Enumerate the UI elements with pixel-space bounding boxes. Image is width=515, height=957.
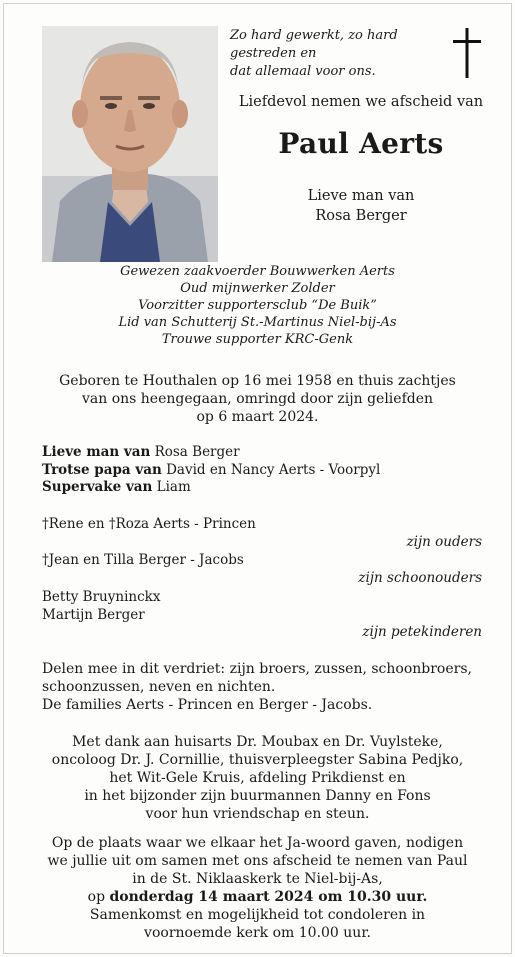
thanks-line: oncoloog Dr. J. Cornillie, thuisverpleegster Sabina Pedjko,: [51, 752, 464, 768]
motto-quote: [230, 27, 430, 81]
role-line: Lid van Schutterij St.-Martinus Niel-bij-As: [118, 315, 397, 330]
spouse-line: Rosa Berger: [315, 208, 407, 224]
thanks-line: in het bijzonder zijn buurmannen Danny en Fons: [84, 788, 431, 804]
portrait-photo: [42, 26, 218, 262]
born-line: van ons heengegaan, omringd door zijn geliefden: [81, 391, 434, 407]
inlaws-relation: zijn schoonouders: [358, 570, 482, 586]
role-line: Voorzitter supportersclub “De Buik”: [138, 298, 377, 313]
inlaws-names: †Jean en Tilla Berger - Jacobs: [42, 552, 244, 568]
thanks-text: [20, 733, 495, 823]
spouse-lines: [226, 186, 496, 226]
invite-line: voornoemde kerk om 10.00 uur.: [144, 925, 371, 941]
invitation-text: [20, 834, 495, 942]
invite-line: Samenkomst en mogelijkheid tot condoleren in: [89, 907, 426, 923]
family-line: Trotse papa van David en Nancy Aerts - Voorpyl: [42, 461, 381, 478]
motto-line: dat allemaal voor ons.: [230, 64, 376, 79]
role-line: Oud mijnwerker Zolder: [180, 281, 335, 296]
thanks-line: voor hun vriendschap en steun.: [145, 806, 370, 822]
invite-line: in de St. Niklaaskerk te Niel-bij-As,: [132, 871, 383, 887]
share-grief-text: [42, 660, 502, 714]
invite-line: we jullie uit om samen met ons afscheid te nemen van Paul: [47, 853, 468, 869]
family-line: Lieve man van Rosa Berger: [42, 444, 240, 460]
family-list: [42, 444, 380, 497]
thanks-line: het Wit-Gele Kruis, afdeling Prikdienst en: [109, 770, 406, 786]
intro-text: Liefdevol nemen we afscheid van: [238, 94, 484, 110]
godchild-line: Martijn Berger: [42, 606, 145, 623]
cross-icon: [451, 26, 483, 80]
parents-relation: zijn ouders: [406, 534, 482, 550]
share-line: schoonzussen, neven en nichten.: [42, 679, 276, 695]
family-line: Supervake van Liam: [42, 479, 191, 495]
godchildren-relation: zijn petekinderen: [362, 624, 482, 640]
godchildren-names: [42, 589, 160, 624]
parents-names: †Rene en †Roza Aerts - Princen: [42, 516, 256, 532]
spouse-line: Lieve man van: [307, 188, 415, 204]
motto-line: Zo hard gewerkt, zo hard: [230, 28, 398, 43]
born-line: op 6 maart 2024.: [196, 409, 319, 425]
deceased-name: Paul Aerts: [278, 127, 444, 160]
thanks-line: Met dank aan huisarts Dr. Moubax en Dr. Vuylsteke,: [72, 734, 443, 750]
godchild-line: Betty Bruyninckx: [42, 589, 161, 605]
motto-line: gestreden en: [230, 46, 317, 61]
role-line: Trouwe supporter KRC-Genk: [161, 332, 354, 347]
role-line: Gewezen zaakvoerder Bouwwerken Aerts: [120, 264, 395, 279]
invite-date-line: op donderdag 14 maart 2024 om 10.30 uur.: [87, 889, 428, 905]
roles-list: [20, 263, 495, 348]
born-line: Geboren te Houthalen op 16 mei 1958 en thuis zachtjes: [59, 373, 456, 389]
funeral-date: donderdag 14 maart 2024 om 10.30 uur.: [109, 889, 428, 905]
share-line: Delen mee in dit verdriet: zijn broers, zussen, schoonbroers,: [42, 661, 472, 677]
birth-death-text: [20, 372, 495, 426]
share-line: De families Aerts - Princen en Berger - Jacobs.: [42, 697, 373, 713]
invite-line: Op de plaats waar we elkaar het Ja-woord gaven, nodigen: [51, 835, 464, 851]
